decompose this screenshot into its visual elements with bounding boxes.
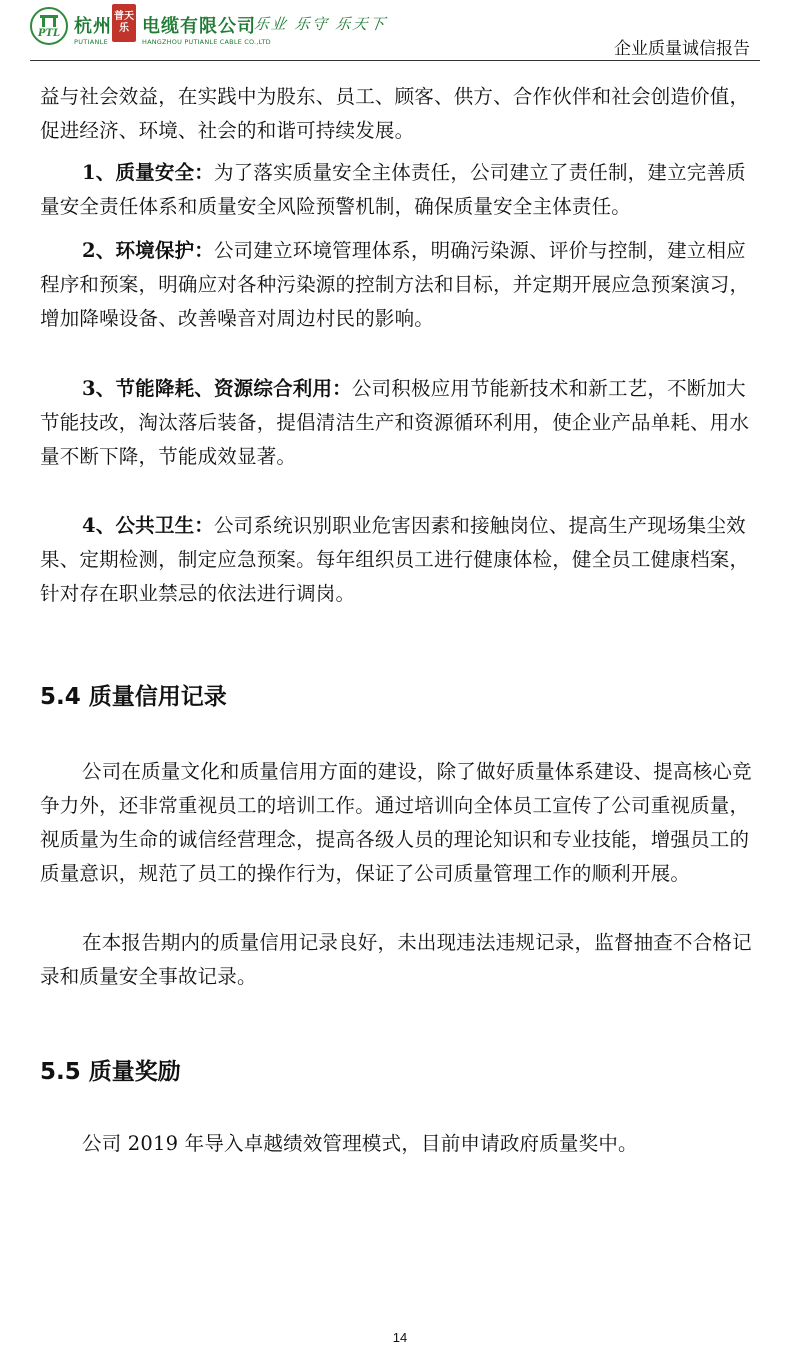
item-label: 1、质量安全： [82,161,214,184]
list-item-quality-safety [40,156,760,224]
item-text: 公司积极应用节能新技术和新工艺，不断加大节能技改，淘汰落后装备，提倡清洁生产和资源循环利用，使企业产品单耗、用水量不断下降，节能成效显著。 [40,377,750,468]
paragraph-quality-credit: 公司在质量文化和质量信用方面的建设，除了做好质量体系建设、提高核心竞争力外，还非常重视员工的培训工作。通过培训向全体员工宣传了公司重视质量，视质量为生命的诚信经营理念，提高各级人员的理论知识和专业技能，增强员工的质量意识，规范了员工的操作行为，保证了公司质量管理工作的顺利开展。 [40,760,752,885]
item-text: 为了落实质量安全主体责任，公司建立了责任制，建立完善质量安全责任体系和质量安全风险预警机制，确保质量安全主体责任。 [40,161,746,218]
section-heading-5-5: 5.5 质量奖励 [40,1059,181,1085]
item-label: 3、节能降耗、资源综合利用： [82,377,352,400]
list-item-public-health [40,509,760,611]
company-name-cn-part1: 杭州 [74,16,112,37]
brand-seal: 普天乐 [112,4,136,42]
company-name-en-part1: PUTIANLE [74,38,109,46]
paragraph-quality-award: 公司 2019 年导入卓越绩效管理模式，目前申请政府质量奖中。 [82,1132,638,1155]
company-slogan: 乐业 乐守 乐天下 [252,15,388,33]
item-text: 公司系统识别职业危害因素和接触岗位、提高生产现场集尘效果、定期检测，制定应急预案。每年组织员工进行健康体检，健全员工健康档案，针对存在职业禁忌的依法进行调岗。 [40,514,750,605]
document-title: 企业质量诚信报告 [614,39,750,59]
company-name-en-part2: HANGZHOU PUTIANLE CABLE CO.,LTD [142,38,271,46]
page-number: 14 [392,1330,408,1345]
logo-text: PTL [38,28,60,39]
section-heading-5-4: 5.4 质量信用记录 [40,684,227,710]
header-divider [30,60,760,61]
item-text: 公司建立环境管理体系，明确污染源、评价与控制，建立相应程序和预案，明确应对各种污染源的控制方法和目标，并定期开展应急预案演习，增加降噪设备、改善噪音对周边村民的影响。 [40,239,750,330]
paragraph-credit-record: 在本报告期内的质量信用记录良好，未出现违法违规记录，监督抽查不合格记录和质量安全事故记录。 [40,931,752,988]
company-name-cn-part2: 电缆有限公司 [142,16,256,37]
item-label: 4、公共卫生： [82,514,214,537]
page-header [0,0,800,62]
paragraph-continuation: 益与社会效益，在实践中为股东、员工、顾客、供方、合作伙伴和社会创造价值，促进经济、环境、社会的和谐可持续发展。 [40,85,750,142]
item-label: 2、环境保护： [82,239,214,262]
list-item-energy-saving [40,372,760,474]
company-logo-icon [30,7,68,45]
list-item-environment [40,234,760,336]
